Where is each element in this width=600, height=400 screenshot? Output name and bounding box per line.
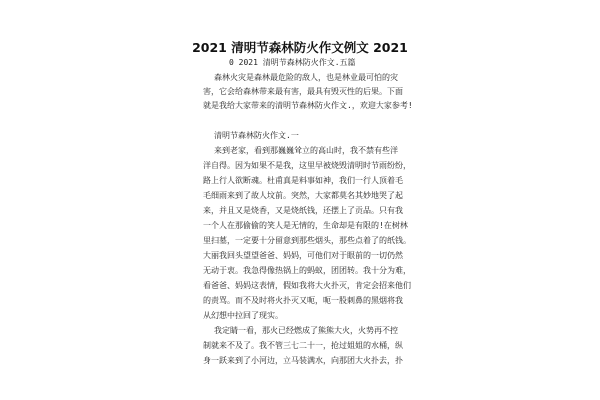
body-line: 从幻想中拉回了现实。 (203, 311, 283, 320)
body-line: 一个人在那偷偷的笑人是无情的，生命却是有限的!在树林 (203, 221, 408, 230)
body-line: 身一跃来到了小河边，立马装满水，向那团大火扑去，扑 (203, 356, 403, 365)
body-line: 的责骂。而不及时将火扑灭又呃，呃一股刺鼻的黑烟将我 (203, 296, 403, 305)
intro-line: 害，它会给森林带来最有害，最具有毁灭性的后果。下面 (203, 87, 403, 96)
body-line: 来到老家，看到那巍巍耸立的高山时，我不禁有些洋 (214, 146, 398, 155)
body-line: 毛细雨来到了故人坟前。突然，大家都莫名其妙地哭了起 (203, 191, 403, 200)
body-line: 无动于衷。我急得像热锅上的蚂蚁，团团转。我十分为难， (203, 266, 411, 275)
document-title: 2021 清明节森林防火作文例文 2021 (192, 40, 408, 55)
body-line: 里扫墓，一定要十分留意到那些烟头，那些点着了的纸钱。 (203, 236, 411, 245)
body-line: 看爸爸、妈妈这表情，假如我将大火扑灭，肯定会招来他们 (203, 281, 411, 290)
intro-line: 森林火灾是森林最危险的敌人，也是林业最可怕的灾 (214, 73, 398, 82)
document-meta: 0 2021 清明节森林防火作文.五篇 (229, 58, 356, 67)
body-line: 路上行人欲断魂。杜甫真是料事如神，我们一行人顶着毛 (203, 176, 403, 185)
body-line: 我定睛一看，那火已经燃成了熊熊大火，火势再不控 (214, 326, 398, 335)
body-line: 大丽我回头望望爸爸、妈妈，可他们对于眼前的一切仍然 (203, 251, 403, 260)
body-line: 来，并且又是烧香，又是烧纸钱，还摆上了贡品。只有我 (203, 206, 403, 215)
section-title: 清明节森林防火作文.一 (214, 131, 299, 140)
intro-line: 就是我给大家带来的清明节森林防火作文.，欢迎大家参考! (203, 101, 413, 110)
body-line: 制就来不及了。我不管三七二十一，抢过姐姐的水桶，纵 (203, 341, 403, 350)
body-line: 洋自得。因为如果不是我，这里早被烧毁清明时节雨纷纷， (203, 161, 411, 170)
